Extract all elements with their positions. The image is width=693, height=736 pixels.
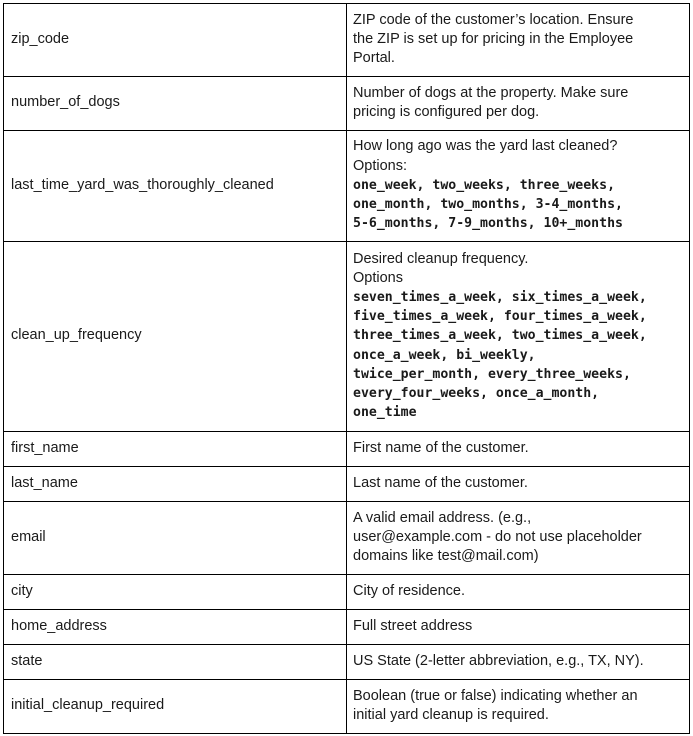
field-name-cell — [4, 610, 347, 645]
table-row — [4, 77, 690, 131]
table-row — [4, 645, 690, 680]
option-values-line: twice_per_month, every_three_weeks, — [353, 366, 631, 382]
description-line: Boolean (true or false) indicating whether an — [353, 687, 638, 704]
description-line: Last name of the customer. — [353, 474, 528, 491]
table-row — [4, 4, 690, 77]
option-values-line: 5-6_months, 7-9_months, 10+_months — [353, 216, 623, 232]
description-line: initial yard cleanup is required. — [353, 707, 549, 723]
field-name: zip_code — [11, 30, 70, 47]
field-definitions-table — [3, 3, 690, 734]
field-name: last_time_yard_was_thoroughly_cleaned — [11, 176, 274, 193]
table-row — [4, 610, 690, 645]
field-name: state — [11, 652, 43, 669]
field-name-cell — [4, 432, 347, 467]
field-description-cell — [347, 575, 690, 610]
table-row — [4, 502, 690, 575]
option-values-line: one_time — [353, 405, 417, 421]
option-values-line: every_four_weeks, once_a_month, — [353, 386, 600, 401]
description-line: ZIP code of the customer’s location. Ensure — [353, 11, 634, 28]
field-description-cell — [347, 467, 690, 502]
field-name-cell — [4, 680, 347, 734]
field-description-cell — [347, 432, 690, 467]
field-name: clean_up_frequency — [11, 327, 142, 344]
field-name-cell — [4, 575, 347, 610]
field-description-cell — [347, 4, 690, 77]
field-description-cell — [347, 645, 690, 680]
field-name: email — [11, 528, 46, 545]
description-line: Number of dogs at the property. Make sure — [353, 84, 629, 101]
description-line: First name of the customer. — [353, 439, 529, 456]
option-values-line: one_week, two_weeks, three_weeks, — [353, 177, 616, 193]
option-values-line: once_a_week, bi_weekly, — [353, 347, 536, 363]
field-name: first_name — [11, 439, 79, 456]
option-values-line: one_month, two_months, 3-4_months, — [353, 197, 623, 213]
field-name: city — [11, 582, 33, 599]
table-row — [4, 131, 690, 242]
description-line: Options: — [353, 157, 407, 174]
table-row — [4, 467, 690, 502]
option-values-line: three_times_a_week, two_times_a_week, — [353, 328, 647, 344]
field-description-cell — [347, 610, 690, 645]
field-name-cell — [4, 242, 347, 432]
option-values-line: seven_times_a_week, six_times_a_week, — [353, 289, 647, 305]
field-name: number_of_dogs — [11, 94, 120, 111]
field-description-cell — [347, 131, 690, 242]
field-description-cell — [347, 77, 690, 131]
description-line: Portal. — [353, 50, 395, 67]
field-name-cell — [4, 131, 347, 242]
field-name-cell — [4, 77, 347, 131]
description-line: the ZIP is set up for pricing in the Employee — [353, 30, 634, 47]
table-row — [4, 432, 690, 467]
table-row — [4, 575, 690, 610]
field-name-cell — [4, 502, 347, 575]
field-description-cell — [347, 242, 690, 432]
field-name: home_address — [11, 617, 107, 634]
description-line: Desired cleanup frequency. — [353, 250, 529, 267]
field-description-cell — [347, 680, 690, 734]
field-name-cell — [4, 4, 347, 77]
field-name-cell — [4, 645, 347, 680]
description-line: Full street address — [353, 617, 473, 634]
table-row — [4, 680, 690, 734]
field-name: last_name — [11, 474, 78, 491]
description-line: A valid email address. (e.g., — [353, 509, 532, 526]
description-line: domains like test@mail.com) — [353, 548, 539, 565]
description-line: pricing is configured per dog. — [353, 104, 540, 120]
field-description-cell — [347, 502, 690, 575]
description-line: City of residence. — [353, 582, 466, 599]
table-row — [4, 242, 690, 432]
field-name-cell — [4, 467, 347, 502]
table-body — [4, 4, 690, 734]
field-name: initial_cleanup_required — [11, 697, 165, 714]
description-line: Options — [353, 269, 403, 286]
description-line: user@example.com - do not use placeholder — [353, 528, 642, 545]
description-line: How long ago was the yard last cleaned? — [353, 138, 618, 155]
description-line: US State (2-letter abbreviation, e.g., TX, NY). — [353, 652, 644, 669]
option-values-line: five_times_a_week, four_times_a_week, — [353, 309, 647, 325]
